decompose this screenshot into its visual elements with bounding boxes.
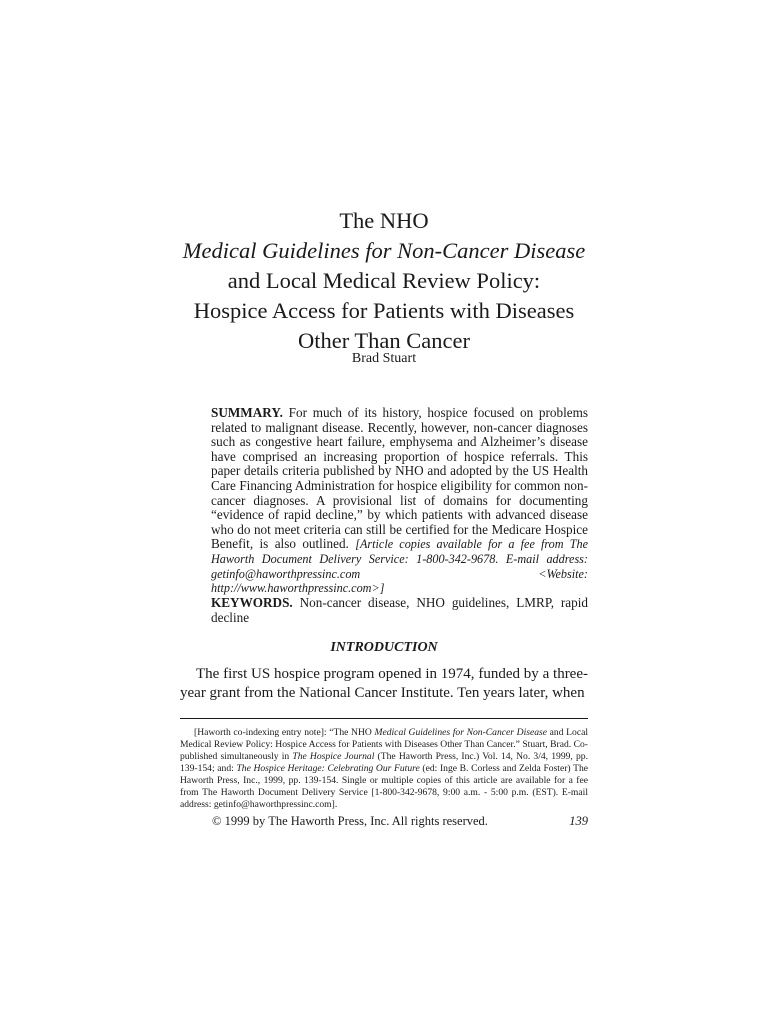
keywords-paragraph bbox=[211, 596, 588, 625]
title-line-2: Medical Guidelines for Non-Cancer Disease bbox=[182, 238, 586, 263]
keywords-label: KEYWORDS. bbox=[211, 595, 293, 610]
title-line-3: and Local Medical Review Policy: bbox=[227, 268, 541, 293]
title-line-4: Hospice Access for Patients with Diseases bbox=[193, 298, 575, 323]
introduction-paragraph: The first US hospice program opened in 1974, funded by a three-year grant from the National Cancer Institute. Ten years later, when bbox=[180, 666, 588, 701]
footnote-part-3: and Local Medical Review Policy: Hospice Access for Patients with Diseases Other Than Cancer.” Stuart, Brad. Co-published simultaneously in bbox=[180, 727, 588, 762]
section-heading-introduction: INTRODUCTION bbox=[330, 640, 438, 655]
summary-text: For much of its history, hospice focused on problems related to malignant disease. Recently, however, non-cancer diagnoses such as congestive heart failure, emphysema and Alzheimer’s disease have comprised an increasing proportion of hospice referrals. This paper details criteria published by NHO and adopted by the US Health Care Financing Administration for hospice eligibility for common non-cancer diagnoses. A provisional list of domains for documenting “evidence of rapid decline,” by which patients with advanced disease who do not meet criteria can still be certified for the Medicare Hospice Benefit, is also outlined. bbox=[211, 405, 589, 552]
summary-label: SUMMARY. bbox=[211, 405, 283, 420]
keywords-text: Non-cancer disease, NHO guidelines, LMRP, rapid decline bbox=[211, 595, 589, 625]
title-line-1: The NHO bbox=[339, 208, 429, 233]
summary-paragraph bbox=[211, 406, 588, 596]
footnote-paragraph bbox=[180, 727, 588, 811]
page-number: 139 bbox=[569, 814, 588, 828]
footnote-divider bbox=[180, 718, 588, 719]
footnote-part-1: [Haworth co-indexing entry note]: “The NHO bbox=[194, 727, 375, 738]
summary-availability: [Article copies available for a fee from The Haworth Document Delivery Service: 1-800-342-9678. E-mail address: getinfo@haworthpressinc.com <Website: http://www.haworthpressinc.com>] bbox=[211, 537, 588, 596]
footnote-part-7: (ed: Inge B. Corless and Zelda Foster) The Haworth Press, Inc., 1999, pp. 139-154. Single or multiple copies of this article are available for a fee from The Haworth Document Delivery Service [1-800-342-9678, 9:00 a.m. - 5:00 p.m. (EST). E-mail address: getinfo@haworthpressinc.com]. bbox=[180, 763, 588, 810]
footnote-part-4: The Hospice Journal bbox=[292, 751, 375, 762]
footnote-part-6: The Hospice Heritage: Celebrating Our Future bbox=[236, 763, 420, 774]
footnote-part-2: Medical Guidelines for Non-Cancer Disease bbox=[374, 727, 548, 738]
footnote-part-5: (The Haworth Press, Inc.) Vol. 14, No. 3/4, 1999, pp. 139-154; and: bbox=[180, 751, 588, 774]
title-line-5: Other Than Cancer bbox=[297, 328, 470, 353]
copyright-notice: © 1999 by The Haworth Press, Inc. All rights reserved. bbox=[212, 814, 488, 828]
article-title bbox=[160, 206, 608, 356]
author-name: Brad Stuart bbox=[351, 351, 417, 366]
